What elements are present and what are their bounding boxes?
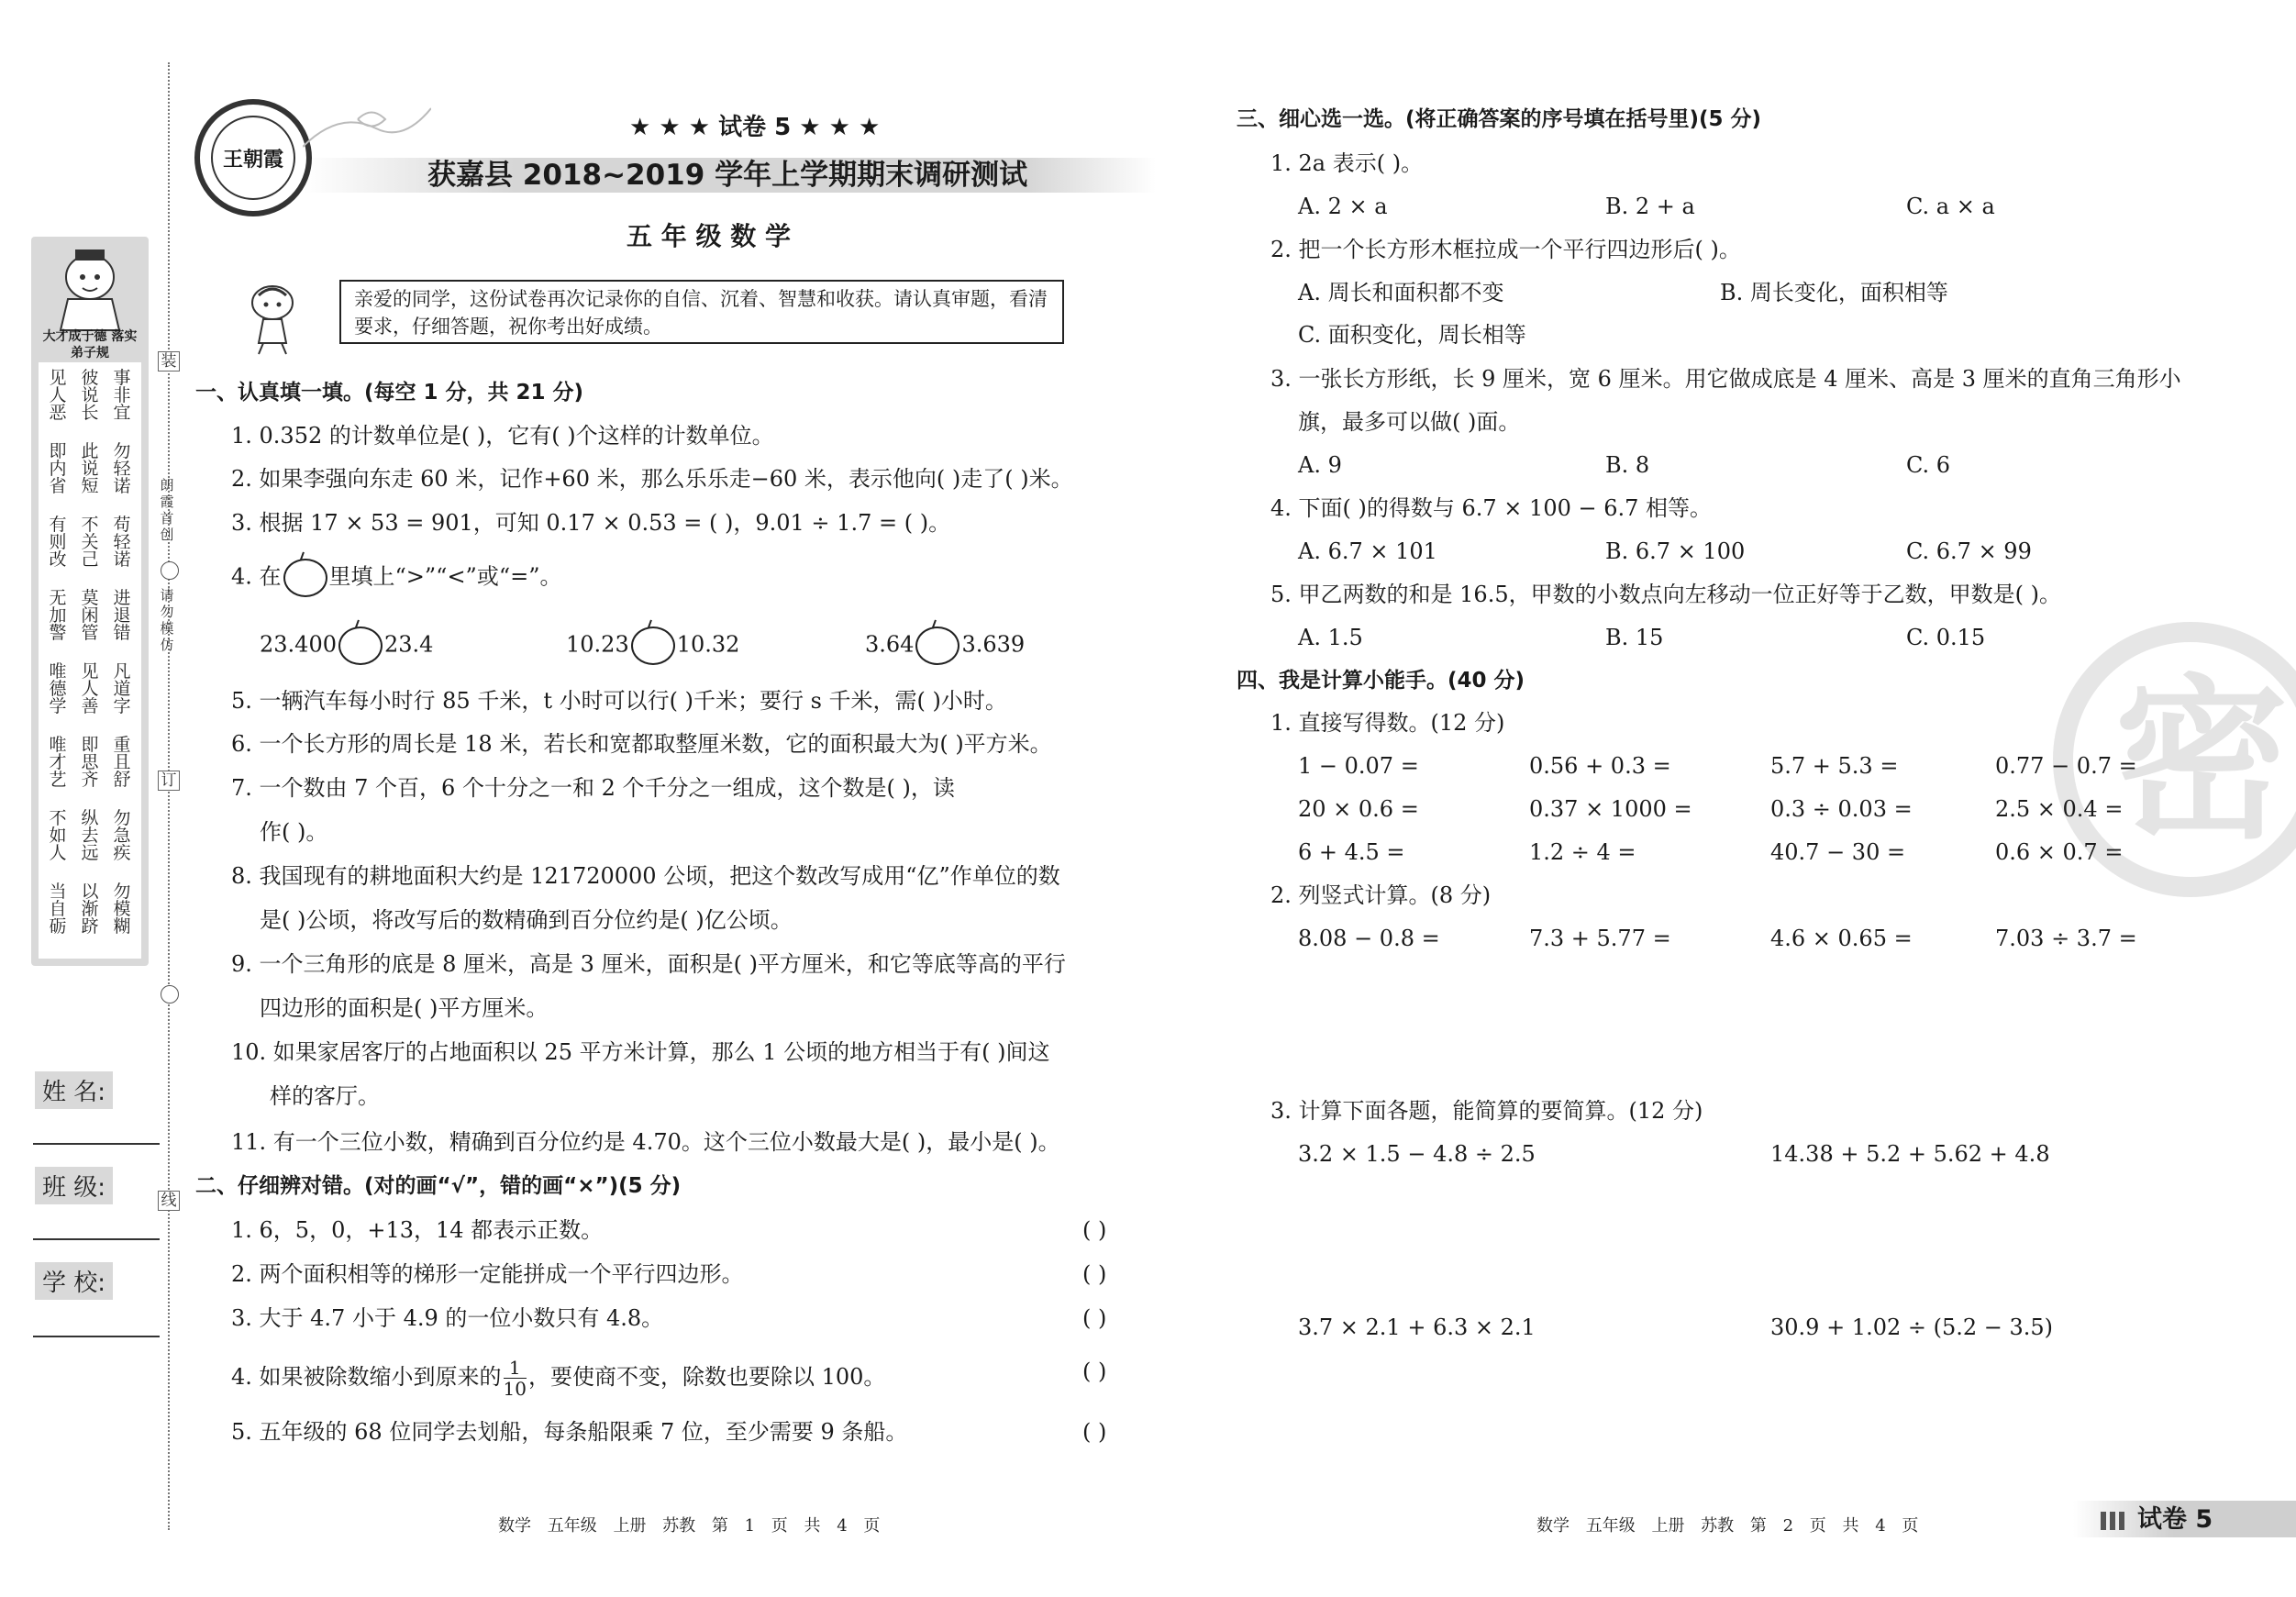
calc-item: 1.2 ÷ 4 =	[1529, 839, 1636, 865]
calc-item: 0.3 ÷ 0.03 =	[1770, 796, 1913, 822]
vertical-calc-item: 8.08 − 0.8 =	[1298, 926, 1440, 951]
choice-option: C. 6	[1906, 452, 1951, 478]
name-label: 姓 名:	[35, 1071, 113, 1109]
answer-paren[interactable]: ( )	[1082, 1305, 1107, 1331]
choice-question: 4. 下面( )的得数与 6.7 × 100 − 6.7 相等。	[1270, 495, 1713, 521]
question-1-4	[231, 559, 561, 597]
motto-text: 以 渐 跻	[81, 882, 99, 937]
judge-item	[231, 1358, 885, 1399]
choice-question: 2. 把一个长方形木框拉成一个平行四边形后( )。	[1270, 237, 1741, 262]
calc-item: 0.77 − 0.7 =	[1995, 753, 2137, 779]
calc-part-2-title: 2. 列竖式计算。(8 分)	[1270, 882, 1492, 908]
question-1-8-cont: 是( )公顷，将改写后的数精确到百分位约是( )亿公顷。	[260, 907, 793, 933]
judge-item: 3. 大于 4.7 小于 4.9 的一位小数只有 4.8。	[231, 1305, 664, 1331]
brand-logo-inner	[211, 116, 295, 200]
choice-question-cont: 旗，最多可以做( )面。	[1298, 409, 1521, 435]
fraction	[504, 1358, 527, 1399]
calc-part-1-title: 1. 直接写得数。(12 分)	[1270, 710, 1505, 736]
motto-text: 此 说 短	[81, 441, 99, 496]
simplify-item: 14.38 + 5.2 + 5.62 + 4.8	[1770, 1141, 2050, 1167]
page-title: 获嘉县 2018~2019 学年上学期期末调研测试	[427, 159, 1028, 192]
binding-mark-ding: 订	[158, 771, 180, 791]
simplify-item: 3.2 × 1.5 − 4.8 ÷ 2.5	[1298, 1141, 1536, 1167]
motto-banner: 大才成于德 落实弟子规	[42, 329, 138, 360]
question-1-10: 10. 如果家居客厅的占地面积以 25 平方米计算，那么 1 公顷的地方相当于有( )间这	[231, 1039, 1050, 1065]
school-field[interactable]	[33, 1336, 160, 1337]
motto-text: 不 关 己	[81, 515, 99, 570]
question-1-9: 9. 一个三角形的底是 8 厘米，高是 3 厘米，面积是( )平方厘米，和它等底等高的平行	[231, 951, 1066, 977]
calc-item: 2.5 × 0.4 =	[1995, 796, 2124, 822]
choice-option: B. 2 + a	[1605, 194, 1695, 219]
answer-paren[interactable]: ( )	[1082, 1359, 1107, 1384]
choice-option: B. 周长变化，面积相等	[1720, 280, 1948, 305]
motto-text: 见 人 恶	[49, 368, 67, 423]
exam-number-tag: ★ ★ ★ 试卷 5 ★ ★ ★	[629, 114, 881, 141]
motto-text: 事 非 宜	[113, 368, 131, 423]
choice-option: A. 周长和面积都不变	[1298, 280, 1504, 305]
simplify-item: 3.7 × 2.1 + 6.3 × 2.1	[1298, 1314, 1536, 1340]
choice-option: B. 15	[1605, 625, 1664, 650]
motto-text: 苟 轻 诺	[113, 515, 131, 570]
calc-item: 1 − 0.07 =	[1298, 753, 1419, 779]
compare-left: 10.23	[566, 631, 629, 658]
binding-hole	[161, 561, 179, 580]
copyright-mark: 请 勿 模 仿	[160, 587, 174, 653]
motto-text: 彼 说 长	[81, 368, 99, 423]
secret-stamp-glyph: 密	[2113, 660, 2289, 862]
section-4-title: 四、我是计算小能手。(40 分)	[1237, 669, 1525, 693]
class-label: 班 级:	[35, 1167, 113, 1204]
vertical-calc-item: 7.03 ÷ 3.7 =	[1995, 926, 2137, 951]
calc-item: 0.56 + 0.3 =	[1529, 753, 1671, 779]
motto-text: 唯 才 艺	[49, 735, 67, 790]
motto-text: 重 且 舒	[113, 735, 131, 790]
choice-option: A. 9	[1298, 452, 1342, 478]
binding-mark-zhuang: 装	[158, 351, 180, 372]
judge-item: 1. 6，5，0，+13，14 都表示正数。	[231, 1217, 604, 1243]
copyright-mark: 朗 霞 首 创	[160, 477, 174, 543]
fraction-numerator: 1	[504, 1358, 527, 1379]
question-1-7-cont: 作( )。	[260, 819, 328, 845]
motto-text: 凡 道 字	[113, 661, 131, 716]
choice-option: B. 6.7 × 100	[1605, 538, 1746, 564]
question-1-6: 6. 一个长方形的周长是 18 米，若长和宽都取整厘米数，它的面积最大为( )平方米。	[231, 731, 1052, 757]
question-1-8: 8. 我国现有的耕地面积大约是 121720000 公顷，把这个数改写成用“亿”作单位的数	[231, 863, 1060, 889]
binding-mark-xian: 线	[158, 1191, 180, 1211]
notice-box: 亲爱的同学，这份试卷再次记录你的自信、沉着、智慧和收获。请认真审题，看清要求，仔细答题，祝你考出好成绩。	[339, 280, 1064, 344]
question-1-4-prefix: 4. 在	[231, 563, 282, 590]
binding-hole	[161, 985, 179, 1004]
motto-text: 不 如 人	[49, 808, 67, 863]
compare-right: 23.4	[383, 631, 434, 658]
judge-item: 2. 两个面积相等的梯形一定能拼成一个平行四边形。	[231, 1261, 744, 1287]
name-field[interactable]	[33, 1143, 160, 1145]
judge-item-4-head: 4. 如果被除数缩小到原来的	[231, 1364, 502, 1390]
motto-columns	[39, 362, 141, 959]
judge-item: 5. 五年级的 68 位同学去划船，每条船限乘 7 位，至少需要 9 条船。	[231, 1419, 908, 1445]
question-1-2: 2. 如果李强向东走 60 米，记作+60 米，那么乐乐走−60 米，表示他向( )走了( )米。	[231, 466, 1073, 492]
motto-text: 见 人 善	[81, 661, 99, 716]
class-field[interactable]	[33, 1238, 160, 1240]
exam-tag-footer: 试卷 5	[2137, 1505, 2213, 1534]
compare-right: 3.639	[961, 631, 1026, 658]
choice-option: A. 1.5	[1298, 625, 1363, 650]
compare-right: 10.32	[676, 631, 740, 658]
question-1-3: 3. 根据 17 × 53 = 901，可知 0.17 × 0.53 = ( )，9.01 ÷ 1.7 = ( )。	[231, 510, 951, 536]
choice-question: 1. 2a 表示( )。	[1270, 150, 1424, 176]
motto-text: 有 则 改	[49, 515, 67, 570]
checker-decoration	[2101, 1512, 2126, 1530]
footer-page-1: 数学 五年级 上册 苏教 第 1 页 共 4 页	[498, 1516, 881, 1536]
motto-text: 莫 闲 管	[81, 588, 99, 643]
section-2-title: 二、仔细辨对错。(对的画“√”，错的画“×”)(5 分)	[195, 1174, 682, 1198]
question-1-7: 7. 一个数由 7 个百，6 个十分之一和 2 个千分之一组成，这个数是( )，读	[231, 775, 955, 801]
answer-paren[interactable]: ( )	[1082, 1261, 1107, 1287]
simplify-item: 30.9 + 1.02 ÷ (5.2 − 3.5)	[1770, 1314, 2054, 1340]
motto-text: 勿 模 糊	[113, 882, 131, 937]
fraction-denominator: 10	[503, 1378, 527, 1400]
motto-text: 纵 去 远	[81, 808, 99, 863]
motto-text: 无 加 警	[49, 588, 67, 643]
vertical-calc-item: 4.6 × 0.65 =	[1770, 926, 1913, 951]
vertical-calc-item: 7.3 + 5.77 =	[1529, 926, 1671, 951]
choice-option: C. 0.15	[1906, 625, 1986, 650]
compare-item	[865, 627, 1025, 665]
motto-text: 勿 急 疾	[113, 808, 131, 863]
choice-option: A. 2 × a	[1298, 194, 1388, 219]
mascot-illustration	[240, 283, 305, 356]
choice-option: C. 6.7 × 99	[1906, 538, 2032, 564]
question-1-10-cont: 样的客厅。	[270, 1083, 380, 1109]
logo-ribbon	[303, 101, 431, 156]
judge-item-4-tail: ，要使商不变，除数也要除以 100。	[527, 1364, 886, 1390]
compare-left: 3.64	[865, 631, 915, 658]
choice-option: A. 6.7 × 101	[1298, 538, 1437, 564]
answer-paren[interactable]: ( )	[1082, 1217, 1107, 1243]
motto-text: 当 自 砺	[49, 882, 67, 937]
answer-paren[interactable]: ( )	[1082, 1419, 1107, 1445]
school-label: 学 校:	[35, 1262, 113, 1300]
question-1-4-suffix: 里填上“>”“<”或“=”。	[328, 563, 562, 590]
footer-page-2: 数学 五年级 上册 苏教 第 2 页 共 4 页	[1536, 1516, 1919, 1536]
compare-left: 23.400	[260, 631, 337, 658]
question-1-5: 5. 一辆汽车每小时行 85 千米，t 小时可以行( )千米；要行 s 千米，需( )小时。	[231, 688, 1007, 714]
apple-circle-icon	[283, 559, 327, 597]
choice-question: 5. 甲乙两数的和是 16.5，甲数的小数点向左移动一位正好等于乙数，甲数是( )。	[1270, 582, 2061, 607]
brand-logo-text: 王朝霞	[222, 148, 283, 172]
subject-title: 五 年 级 数 学	[627, 221, 791, 251]
answer-circle[interactable]	[338, 627, 383, 665]
motto-text: 唯 德 学	[49, 661, 67, 716]
motto-text: 即 思 齐	[81, 735, 99, 790]
question-1-1: 1. 0.352 的计数单位是( )，它有( )个这样的计数单位。	[231, 423, 774, 449]
answer-circle[interactable]	[915, 627, 959, 665]
motto-text: 勿 轻 诺	[113, 441, 131, 496]
calc-item: 20 × 0.6 =	[1298, 796, 1419, 822]
section-3-title: 三、细心选一选。(将正确答案的序号填在括号里)(5 分)	[1237, 107, 1762, 131]
calc-part-3-title: 3. 计算下面各题，能简算的要简算。(12 分)	[1270, 1098, 1703, 1124]
answer-circle[interactable]	[631, 627, 675, 665]
compare-item	[260, 627, 433, 665]
calc-item: 0.6 × 0.7 =	[1995, 839, 2124, 865]
binding-line	[168, 62, 170, 1530]
question-1-9-cont: 四边形的面积是( )平方厘米。	[260, 995, 549, 1021]
choice-option: C. a × a	[1906, 194, 1995, 219]
choice-option: C. 面积变化，周长相等	[1298, 322, 1526, 348]
motto-text: 即 内 省	[49, 441, 67, 496]
calc-item: 40.7 − 30 =	[1770, 839, 1906, 865]
section-1-title: 一、认真填一填。(每空 1 分，共 21 分)	[195, 381, 584, 405]
calc-item: 5.7 + 5.3 =	[1770, 753, 1899, 779]
motto-text: 进 退 错	[113, 588, 131, 643]
compare-item	[566, 627, 739, 665]
choice-option: B. 8	[1605, 452, 1650, 478]
choice-question: 3. 一张长方形纸，长 9 厘米，宽 6 厘米。用它做成底是 4 厘米、高是 3 厘米的直角三角形小	[1270, 366, 2181, 392]
calc-item: 0.37 × 1000 =	[1529, 796, 1692, 822]
question-1-11: 11. 有一个三位小数，精确到百分位约是 4.70。这个三位小数最大是( )，最小是( )。	[231, 1129, 1060, 1155]
calc-item: 6 + 4.5 =	[1298, 839, 1405, 865]
cartoon-figure	[48, 240, 132, 332]
